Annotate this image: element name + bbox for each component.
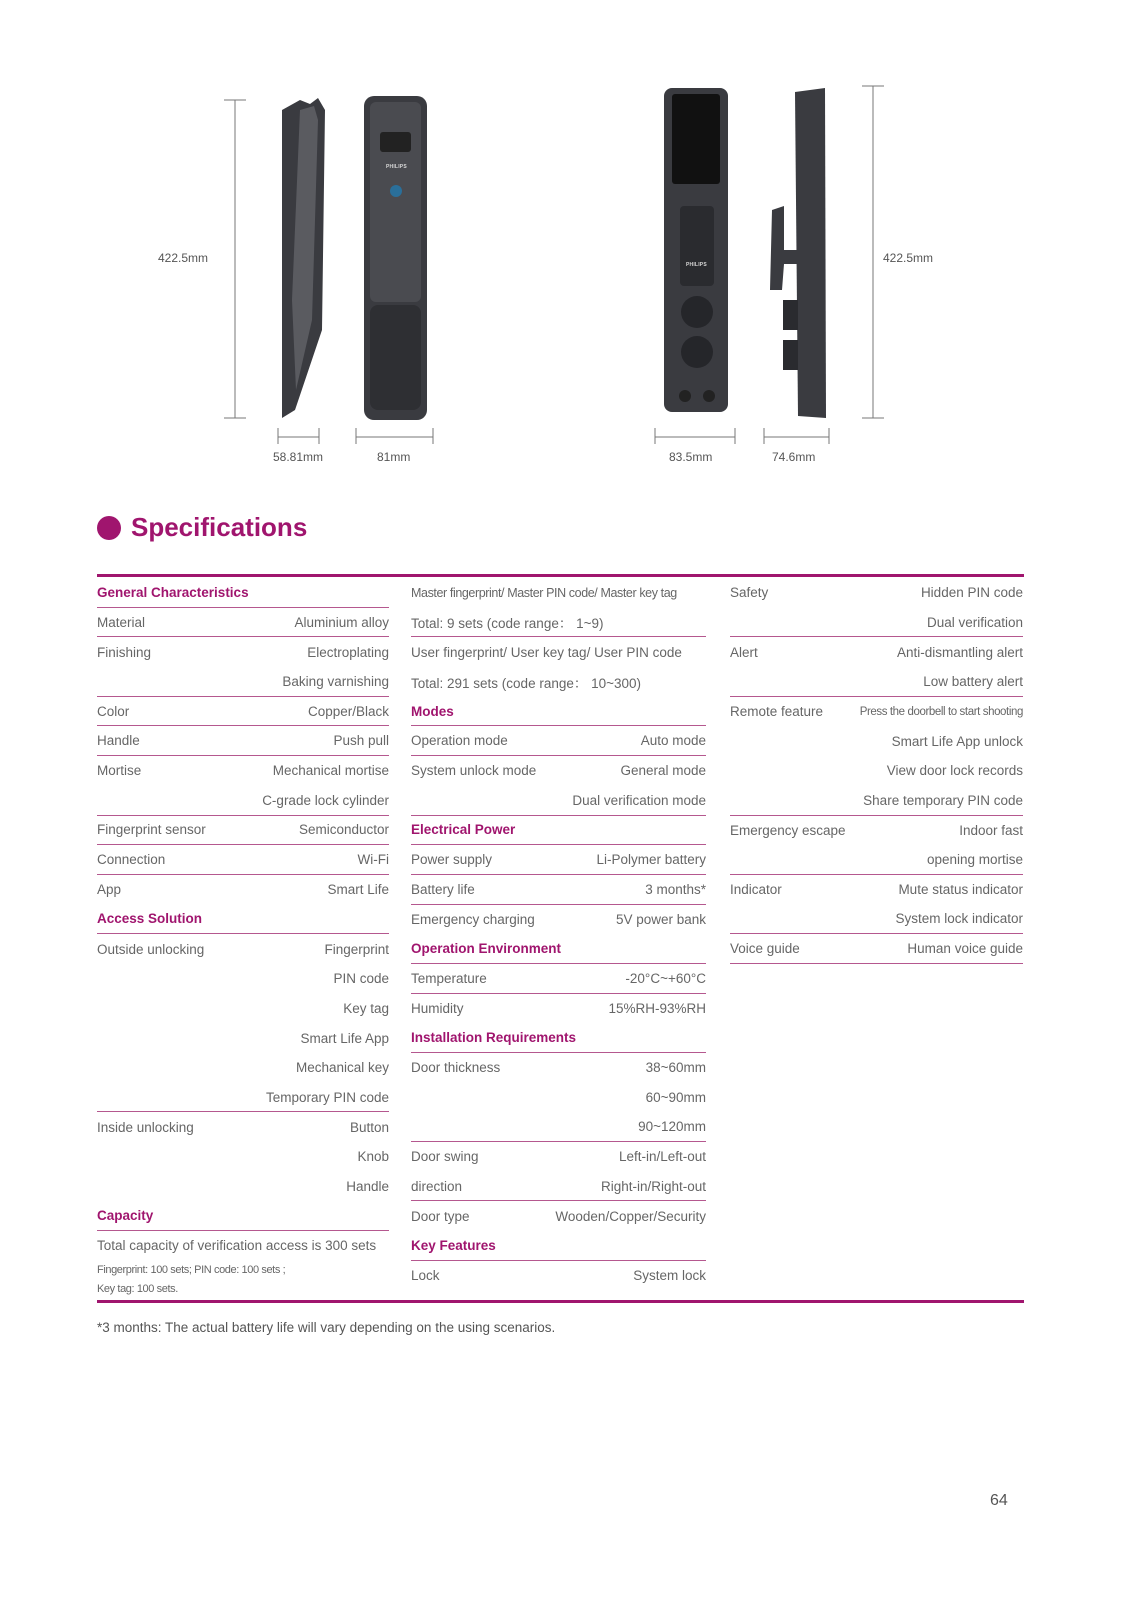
spec-row	[97, 964, 389, 994]
spec-section-header	[97, 578, 389, 608]
spec-row	[411, 726, 706, 756]
spec-label: Indicator	[730, 882, 782, 898]
spec-value: 60~90mm	[645, 1090, 706, 1106]
spec-row	[411, 667, 706, 697]
lock-front-view-right	[664, 88, 728, 412]
spec-value: opening mortise	[926, 852, 1023, 868]
spec-value: Electroplating	[307, 644, 389, 660]
spec-row	[730, 697, 1023, 727]
spec-row	[730, 756, 1023, 786]
spec-value: Knob	[357, 1149, 389, 1165]
spec-row	[411, 1112, 706, 1142]
lock-side-view-right	[770, 88, 826, 418]
spec-value: Key tag	[343, 1000, 389, 1016]
spec-section-header	[97, 1201, 389, 1231]
spec-row	[97, 756, 389, 786]
spec-row	[730, 934, 1023, 964]
spec-row	[730, 905, 1023, 935]
section-header-label: General Characteristics	[97, 584, 249, 600]
spec-section-header	[411, 1023, 706, 1053]
spec-value: -20°C~+60°C	[625, 970, 706, 986]
spec-row	[730, 667, 1023, 697]
table-bottom-rule	[97, 1300, 1024, 1303]
spec-value: Li-Polymer battery	[596, 852, 706, 868]
spec-value: Fingerprint	[324, 941, 389, 957]
spec-value: Temporary PIN code	[265, 1089, 389, 1105]
spec-label: Lock	[411, 1268, 440, 1284]
section-header-label: Capacity	[97, 1208, 154, 1224]
spec-column-3	[730, 578, 1023, 964]
width-dimension-3: 83.5mm	[669, 450, 713, 464]
section-header-label: Access Solution	[97, 911, 203, 927]
spec-row	[97, 786, 389, 816]
spec-value: Button	[349, 1119, 389, 1135]
lock-side-view-left	[282, 98, 325, 418]
spec-row	[97, 1172, 389, 1202]
spec-row	[411, 1172, 706, 1202]
spec-section-header	[411, 697, 706, 727]
spec-row	[97, 1142, 389, 1172]
spec-value: C-grade lock cylinder	[262, 792, 389, 808]
brand-label-right-device: PHILIPS	[686, 262, 707, 268]
spec-value: Smart Life App	[300, 1030, 389, 1046]
spec-row	[97, 697, 389, 727]
spec-row	[97, 1023, 389, 1053]
spec-row	[411, 875, 706, 905]
spec-value: Dual verification mode	[572, 792, 706, 808]
spec-value: Share temporary PIN code	[863, 792, 1023, 808]
spec-row	[97, 845, 389, 875]
spec-label: Inside unlocking	[97, 1119, 194, 1135]
spec-row	[411, 905, 706, 935]
product-dimension-drawings	[0, 0, 1135, 480]
spec-label: Voice guide	[730, 941, 800, 957]
section-title-text: Specifications	[131, 512, 308, 542]
page-number: 64	[990, 1492, 1008, 1509]
spec-row	[411, 1083, 706, 1113]
spec-column-1	[97, 578, 389, 1299]
spec-value: Press the doorbell to start shooting	[859, 705, 1023, 718]
spec-section-header	[411, 1231, 706, 1261]
spec-label: Power supply	[411, 852, 493, 868]
spec-row	[97, 1112, 389, 1142]
spec-value: Baking varnishing	[282, 673, 389, 689]
spec-label: App	[97, 882, 122, 898]
spec-row	[97, 637, 389, 667]
spec-value: Auto mode	[640, 733, 706, 749]
spec-label: Operation mode	[411, 733, 508, 749]
spec-row	[730, 816, 1023, 846]
spec-row	[97, 1083, 389, 1113]
spec-row	[730, 786, 1023, 816]
spec-value: Wooden/Copper/Security	[555, 1208, 706, 1224]
spec-value: 90~120mm	[638, 1119, 706, 1135]
spec-row	[97, 1280, 389, 1299]
spec-label: Fingerprint sensor	[97, 822, 206, 838]
spec-label: Handle	[97, 733, 140, 749]
height-dimension-right: 422.5mm	[883, 251, 934, 265]
spec-section-header	[411, 934, 706, 964]
brand-label-left-device: PHILIPS	[386, 164, 407, 170]
spec-row	[411, 845, 706, 875]
spec-label: Master fingerprint/ Master PIN code/ Master key tag	[411, 585, 677, 600]
spec-label: Total capacity of verification access is 300 sets	[97, 1238, 377, 1254]
spec-label: Alert	[730, 644, 758, 660]
spec-row	[411, 756, 706, 786]
spec-row	[97, 816, 389, 846]
spec-value: Aluminium alloy	[294, 614, 389, 630]
spec-value: Human voice guide	[907, 941, 1023, 957]
spec-row	[411, 637, 706, 667]
spec-value: System lock indicator	[895, 911, 1023, 927]
spec-label: Door thickness	[411, 1060, 501, 1076]
table-top-rule	[97, 574, 1024, 577]
spec-row	[97, 1053, 389, 1083]
spec-value: PIN code	[333, 971, 389, 987]
spec-label: Key tag: 100 sets.	[97, 1283, 178, 1296]
spec-value: 38~60mm	[645, 1060, 706, 1076]
spec-value: General mode	[620, 763, 706, 779]
spec-value: Low battery alert	[923, 673, 1023, 689]
spec-value: Smart Life App unlock	[891, 733, 1023, 749]
spec-label: Door type	[411, 1208, 470, 1224]
spec-value: Dual verification	[926, 614, 1023, 630]
spec-label: Fingerprint: 100 sets; PIN code: 100 sets ;	[97, 1264, 286, 1277]
spec-row	[97, 726, 389, 756]
spec-value: Handle	[346, 1179, 389, 1195]
spec-row	[730, 875, 1023, 905]
spec-row	[411, 1201, 706, 1231]
lock-front-view-left	[364, 96, 427, 420]
spec-label: Total: 9 sets (code range： 1~9)	[411, 616, 604, 632]
spec-row	[97, 608, 389, 638]
spec-value: Mute status indicator	[898, 882, 1023, 898]
spec-label: Door swing	[411, 1149, 479, 1165]
spec-row	[730, 608, 1023, 638]
spec-value: System lock	[633, 1268, 706, 1284]
spec-label: Battery life	[411, 881, 475, 897]
spec-label: Mortise	[97, 763, 142, 779]
spec-row	[97, 667, 389, 697]
spec-value: 15%RH-93%RH	[608, 1000, 706, 1016]
spec-label: Emergency charging	[411, 911, 535, 927]
spec-row	[97, 994, 389, 1024]
spec-value: Wi-Fi	[357, 852, 389, 868]
spec-label: System unlock mode	[411, 763, 537, 779]
spec-label: Finishing	[97, 644, 152, 660]
section-title	[97, 512, 307, 543]
spec-value: Anti-dismantling alert	[896, 644, 1023, 660]
section-header-label: Operation Environment	[411, 941, 562, 957]
spec-row	[411, 964, 706, 994]
spec-label: User fingerprint/ User key tag/ User PIN code	[411, 644, 682, 660]
spec-label: Remote feature	[730, 704, 824, 720]
spec-section-header	[97, 905, 389, 935]
width-dimension-2: 81mm	[377, 450, 411, 464]
section-header-label: Modes	[411, 703, 454, 719]
spec-label: Emergency escape	[730, 822, 846, 838]
spec-label: Material	[97, 614, 146, 630]
spec-label: Total: 291 sets (code range： 10~300)	[411, 675, 642, 691]
spec-value: Copper/Black	[307, 703, 389, 719]
spec-label: Humidity	[411, 1000, 464, 1016]
section-header-label: Installation Requirements	[411, 1030, 577, 1046]
spec-row	[730, 845, 1023, 875]
spec-row	[730, 578, 1023, 608]
spec-row	[411, 1053, 706, 1083]
spec-row	[411, 994, 706, 1024]
spec-value: Smart Life	[327, 882, 389, 898]
footnote: *3 months: The actual battery life will vary depending on the using scenarios.	[97, 1320, 556, 1335]
width-dimension-1: 58.81mm	[273, 450, 324, 464]
spec-row	[97, 1231, 389, 1261]
spec-value: Indoor fast	[959, 822, 1023, 838]
height-dimension-left: 422.5mm	[158, 251, 209, 265]
spec-label: Color	[97, 703, 130, 719]
spec-value: Mechanical mortise	[272, 763, 389, 779]
spec-column-2	[411, 578, 706, 1291]
spec-label: direction	[411, 1178, 463, 1194]
spec-value: Hidden PIN code	[920, 585, 1023, 601]
spec-row	[411, 786, 706, 816]
spec-value: Right-in/Right-out	[600, 1178, 706, 1194]
spec-value: Left-in/Left-out	[618, 1149, 706, 1165]
spec-value: 3 months*	[645, 881, 706, 897]
spec-row	[97, 934, 389, 964]
width-dimension-4: 74.6mm	[772, 450, 816, 464]
spec-row	[411, 1142, 706, 1172]
spec-label: Connection	[97, 852, 166, 868]
spec-row	[411, 1261, 706, 1291]
spec-value: Mechanical key	[295, 1060, 389, 1076]
section-header-label: Electrical Power	[411, 822, 516, 838]
bullet-dot-icon	[97, 516, 121, 540]
spec-section-header	[411, 816, 706, 846]
spec-row	[730, 726, 1023, 756]
spec-label: Outside unlocking	[97, 941, 205, 957]
spec-value: View door lock records	[886, 763, 1023, 779]
spec-value: 5V power bank	[615, 911, 706, 927]
spec-label: Temperature	[411, 970, 487, 986]
spec-label: Safety	[730, 585, 769, 601]
spec-row	[97, 1261, 389, 1280]
spec-row	[411, 608, 706, 638]
spec-row	[730, 637, 1023, 667]
spec-value: Semiconductor	[298, 822, 389, 838]
spec-row	[411, 578, 706, 608]
section-header-label: Key Features	[411, 1237, 496, 1253]
spec-row	[97, 875, 389, 905]
spec-value: Push pull	[333, 733, 389, 749]
